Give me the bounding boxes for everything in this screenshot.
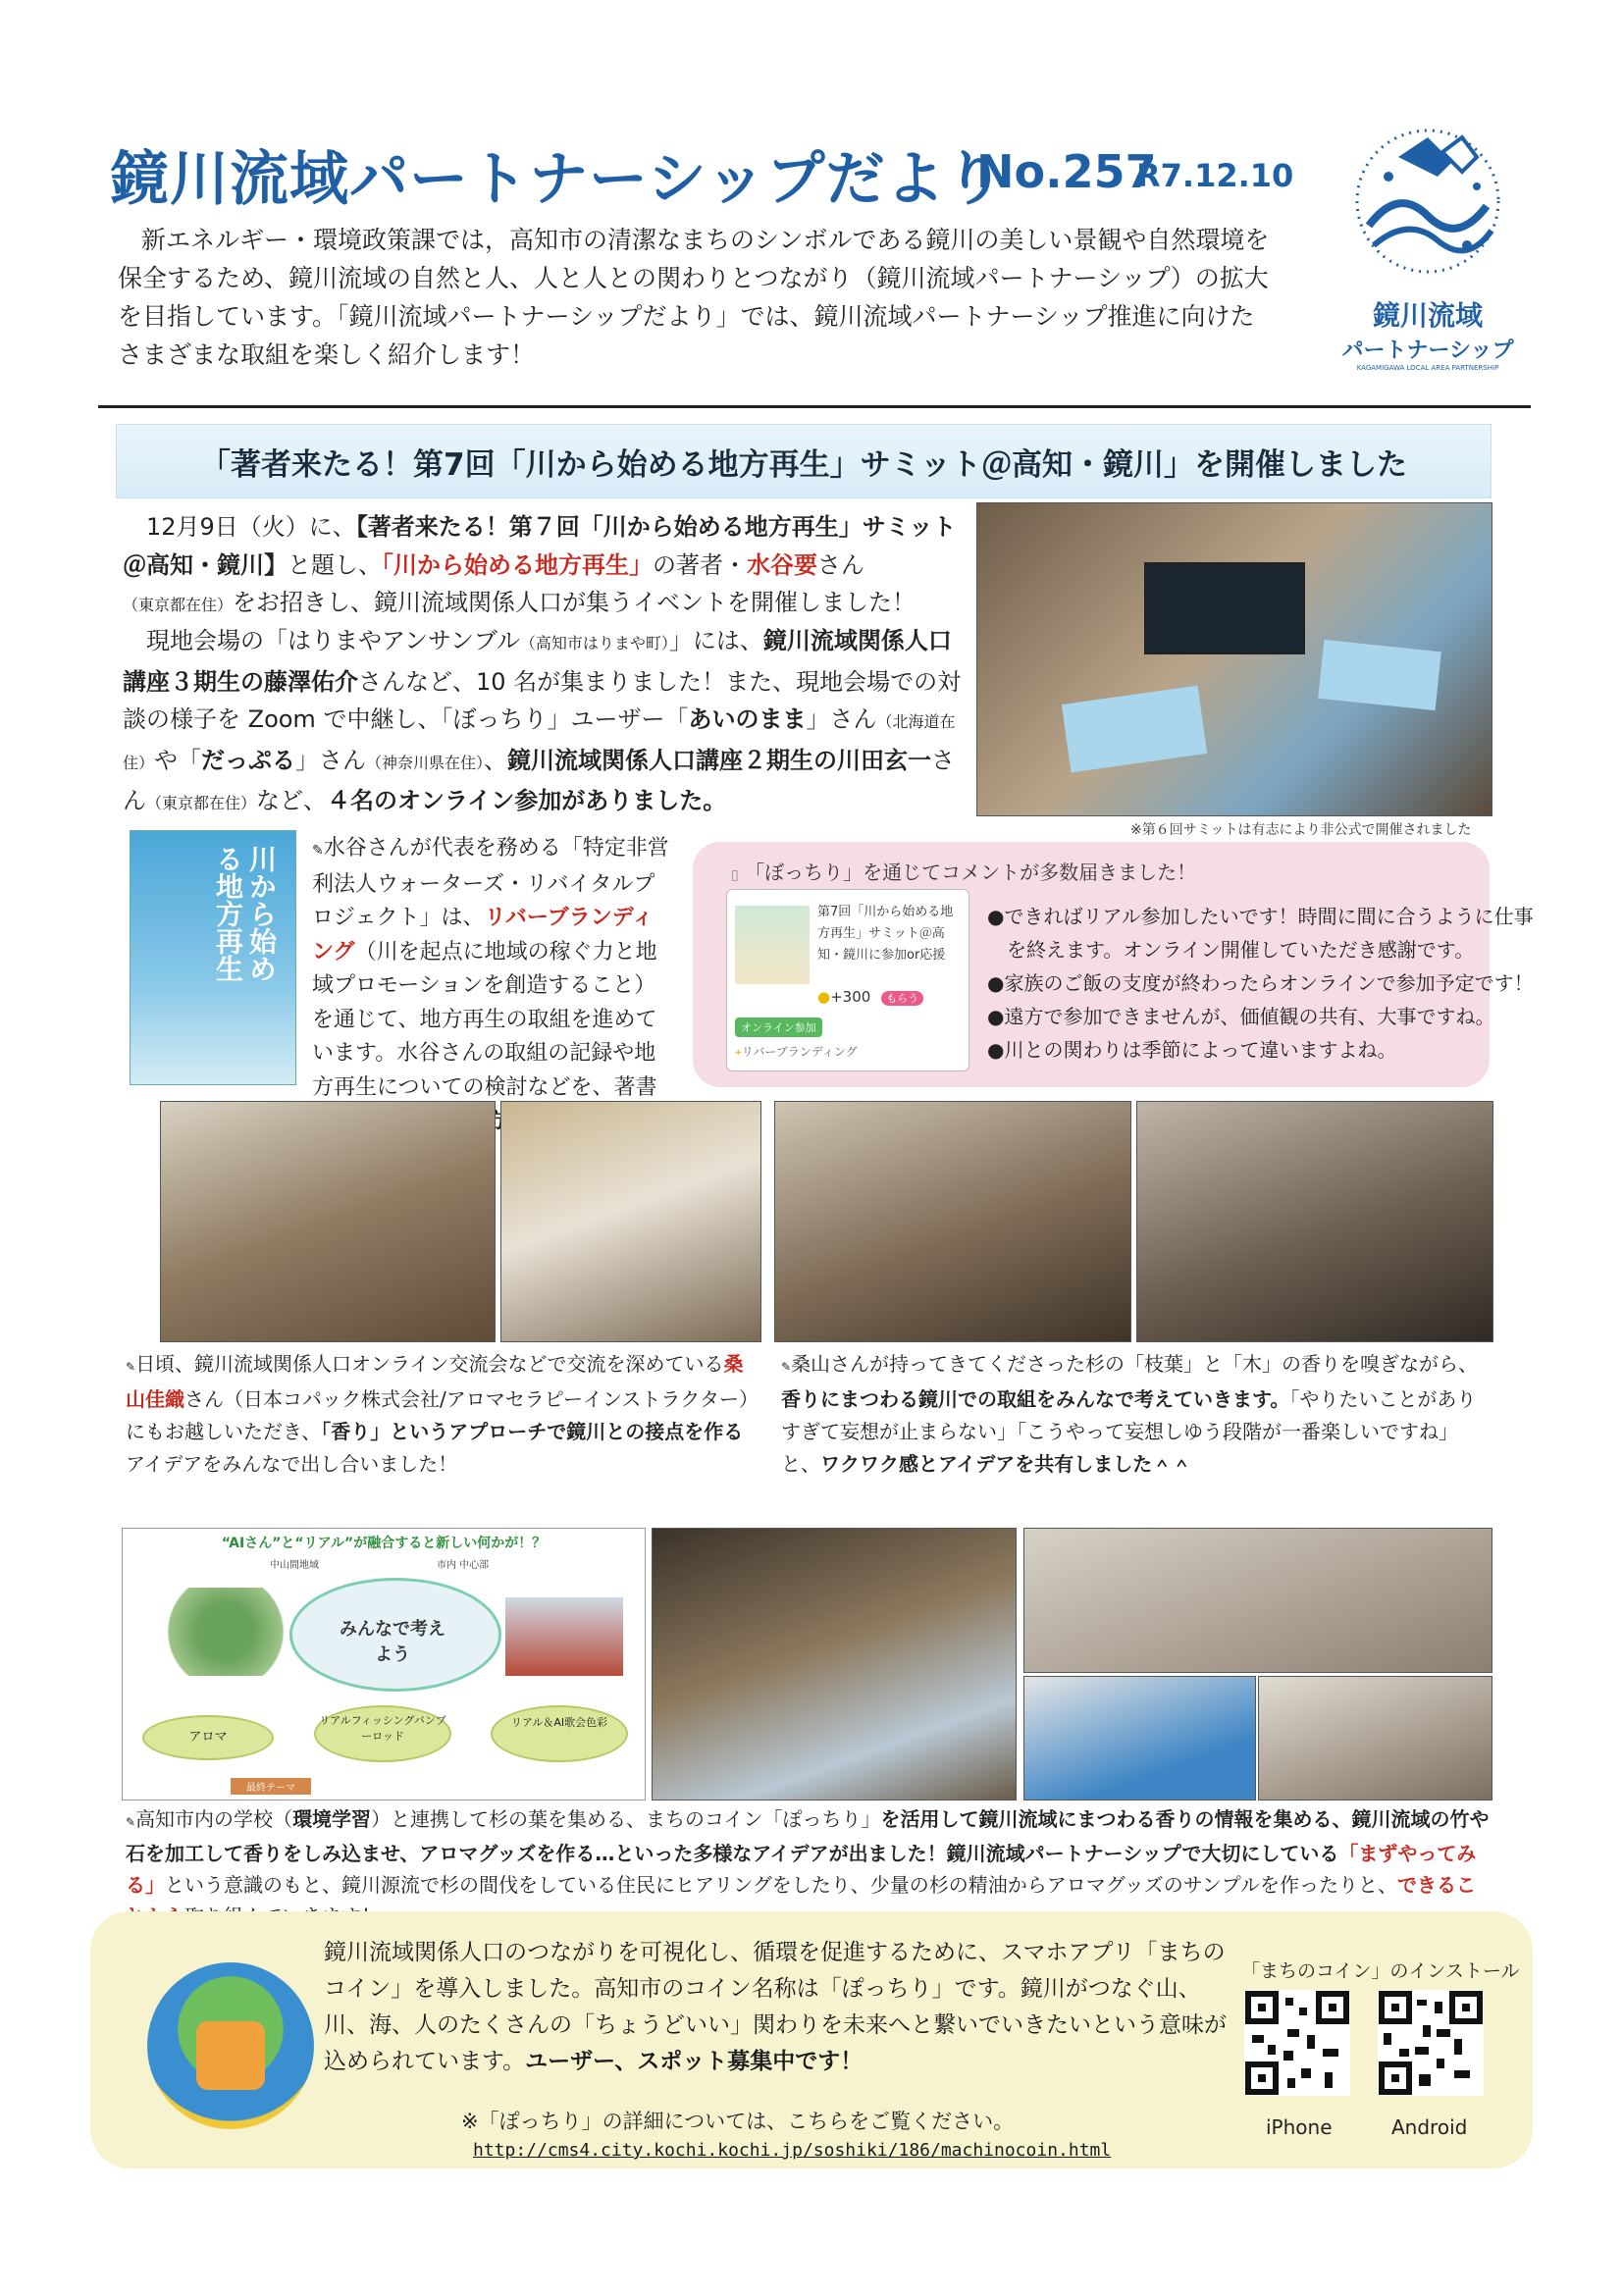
bulb-icon: ✎ [312,843,324,859]
card-title: 第7回「川から始める地方再生」サミット＠高知・鏡川に参加or応援 [817,905,954,963]
article-paragraph-1 [123,508,969,625]
p2-text: 、 [484,746,508,774]
android-label: Android [1391,2115,1468,2139]
card-points [817,988,923,1006]
logo-text-line2: パートナーシップ [1341,339,1514,363]
caption-right [781,1348,1493,1481]
p1-text: さん [817,550,864,579]
event-photo-5 [652,1528,1017,1800]
group-photo [976,502,1492,816]
banner-flag-icon [1062,686,1207,773]
comment-item: ●できればリアル参加したいです！時間に間に合うように仕事 [987,905,1534,928]
card-tag: オンライン参加 [735,1018,822,1037]
coin-text: 鏡川流域関係人口のつながりを可視化し、循環を促進するために、スマホアプリ「まちのコイン」を導入しました。高知市のコイン名称は「ぽっちり」です。鏡川がつなぐ山、川、海、人のたくさんの「ちょうどいい」関わりを未来へと繋いでいきたいという意味が込められています。 [324,1940,1227,2074]
iphone-label: iPhone [1266,2115,1333,2139]
slide-left-label: 中山間地域 [270,1560,319,1571]
card-badge: もらう [881,991,923,1006]
comments-heading-text: 「ぼっちり」を通じてコメントが多数届きました！ [745,861,1197,884]
slide-option-fishing: リアルフィッシングバンブーロッド [314,1705,451,1762]
zoom-photo-2 [1023,1676,1256,1800]
coin-note: ※「ぽっちり」の詳細については、こちらをご覧ください。 [461,2110,1015,2133]
p2-note: （北海道在住） [123,712,956,772]
caption-text: という意識のもと、鏡川源流で杉の間伐をしている住民にヒアリングをしたり、少量の杉の精油からアロマグッズのサンプルを作ったりと、 [165,1873,1397,1897]
caption-text: アイデアをみんなで出し合いました！ [126,1452,458,1476]
card-image [735,906,810,984]
logo-text-line1: 鏡川流域 [1372,299,1483,332]
caption-bold: ワクワク感とアイデアを共有しました＾＾ [820,1452,1192,1476]
p1-note: （東京都在住） [123,596,234,614]
zoom-photo-1 [1023,1528,1492,1673]
book-cover-title: 川から始める地方再生 [212,845,278,982]
event-photo-4 [1136,1101,1493,1342]
book-text: 水谷さんが代表を務める「特定非営利法人ウォーターズ・リバイタルプロジェクト」は、 [312,836,669,930]
phone-icon: ▯ [731,867,739,883]
app-card [726,889,969,1071]
p1-text: と題し、 [288,550,382,579]
pen-icon: ✎ [126,1815,136,1829]
photo-caption: ※第６回サミットは有志により非公式で開催されました [1130,822,1472,838]
caption-red: 「まずやってみる」 [126,1842,1477,1897]
coin-icon: ● [817,988,831,1006]
qr-code-iphone[interactable] [1244,1990,1350,2096]
banner-flag-icon [1318,640,1441,710]
zoom-photo-3 [1258,1676,1492,1800]
caption-bold: 環境学習 [292,1807,372,1831]
coin-description [324,1935,1231,2080]
p2-text: など、 [256,787,328,814]
p1-text: をお招きし、鏡川流域関係人口が集うイベントを開催しました！ [233,589,916,616]
header-divider [98,405,1531,408]
slide-option-aroma: アロマ [142,1715,274,1760]
issue-date: R7.12.10 [1136,157,1294,194]
p1-text: の著者・ [653,550,747,579]
caption-text: 高知市内の学校（ [135,1807,293,1831]
qr-icon [1244,1990,1350,2096]
p2-note: （東京都在住） [146,794,257,812]
qr-icon [1378,1990,1484,2096]
p2-text: 」さん [295,746,367,774]
book-name: 「川から始める地方再生」 [382,550,653,579]
river-branding: リバーブランディング [312,906,654,965]
issue-number: No.257 [976,145,1157,198]
author-name: 水谷要 [747,550,817,579]
card-location [735,1043,858,1060]
pen-icon: ✎ [126,1360,136,1374]
guest-name: 桑山佳織 [126,1352,744,1411]
article-paragraph-2 [123,622,969,823]
p2-bold: 鏡川流域関係人口講座３期生の藤澤佑介 [123,627,952,696]
comment-item: ●家族のご飯の支度が終わったらオンラインで参加予定です！ [987,971,1534,995]
install-label: 「まちのコイン」のインストール [1241,1960,1520,1982]
p2-bold: だっぷる [201,746,296,774]
town-photo-icon [505,1597,623,1676]
mascot-icon [147,1962,314,2129]
screen-icon [1144,562,1305,654]
slide-center-text: みんなで考えよう [340,1619,445,1665]
slide-bottom-label: 最終テーマ [231,1778,311,1795]
qr-code-android[interactable] [1378,1990,1484,2096]
p2-bold: ４名のオンライン参加がありました。 [327,787,727,814]
caption-text: 日頃、鏡川流域関係人口オンライン交流会などで交流を深めている [135,1352,724,1376]
book-text: （川を起点に地域の稼ぐ力と地域プロモーションを創造すること）を通じて、地方再生の取組を進めています。水谷さんの取組の記録や地方再生についての検討などを、著書 [312,939,657,1100]
caption-text: さん（日本コパック株式会社/アロマセラピーインストラクター）にもお越しいただき、 [126,1387,749,1443]
p2-text: 」さん [806,705,877,733]
p2-text: さん [123,746,956,814]
p2-note: （高知市はりまや町） [519,634,669,652]
location-pin-icon: ⌖ [735,1045,742,1059]
p2-text: さんなど、10 名が集まりました！また、現地会場での対談の様子を Zoom で中継し、「ぼっちり」ユーザー「 [123,667,962,733]
p2-text: 」には、 [668,627,763,654]
coin-url-link[interactable]: http://cms4.city.kochi.kochi.jp/soshiki/186/machinocoin.html [473,2140,1112,2161]
river-logo-icon [1330,118,1526,285]
p2-text: や「 [154,746,202,774]
caption-bold: を活用して鏡川流域にまつわる香りの情報を集める、 [880,1807,1352,1831]
trees-illustration-icon [142,1588,309,1676]
newsletter-title: 鏡川流域パートナーシップだより [110,145,1006,214]
comments-list [987,900,1534,1067]
event-photo-3 [774,1101,1131,1342]
card-points-value: +300 [830,988,871,1006]
article-heading-text: 「著者来たる！第7回「川から始める地方再生」サミット＠高知・鏡川」を開催しました [200,446,1407,483]
caption-bold: 香りにまつわる鏡川での取組をみんなで考えていきます。 [781,1387,1290,1411]
comment-item: ●川との関わりは季節によって違いますよね。 [987,1038,1397,1062]
p2-bold: 鏡川流域関係人口講座２期生の川田玄一 [507,746,932,774]
caption-text: 桑山さんが持ってきてくださった杉の「枝葉」と「木」の香りを嗅ぎながら、 [791,1352,1479,1376]
caption-text: 「やりたいことがありすぎて妄想が止まらない」「こうやって妄想しゆう段階が一番楽しいですね」と、 [781,1387,1477,1476]
coin-recruit: ユーザー、スポット募集中です！ [525,2049,864,2074]
slide-right-label: 市内 中心部 [437,1560,490,1571]
comment-item: ●遠方で参加できませんが、価値観の共有、大事ですね。 [987,1005,1495,1028]
intro-paragraph: 新エネルギー・環境政策課では，高知市の清潔なまちのシンボルである鏡川の美しい景観や自然環境を保全するため、鏡川流域の自然と人、人と人との関わりとつながり（鏡川流域パートナーシップ）の拡大を目指しています。「鏡川流域パートナーシップだより」では、鏡川流域パートナーシップ推進に向けたさまざまな取組を楽しく紹介します！ [118,226,1270,369]
p1-text: 12月9日（火）に、 [146,513,356,541]
book-cover [130,830,296,1085]
event-photo-2 [500,1101,761,1342]
p2-text: 現地会場の「はりまやアンサンブル [146,627,520,654]
pen-icon: ✎ [781,1360,792,1374]
card-location-text: リバーブランディング [741,1045,858,1059]
p2-bold: あいのまま [688,705,807,733]
caption-text: ）と連携して杉の葉を集める、まちのコイン「ぽっちり」 [371,1807,881,1831]
slide-option-ai: リアル＆AI歌会色彩 [491,1705,628,1762]
event-name: 【著者来たる！第７回「川から始める地方再生」サミット＠高知・鏡川】 [123,513,957,579]
logo-text-en: KAGAMIGAWA LOCAL AREA PARTNERSHIP [1356,364,1499,372]
caption-red: できるこ [1397,1873,1476,1897]
caption-bold: 「香り」というアプローチで鏡川との接点を作る [321,1420,744,1443]
event-photo-1 [160,1101,496,1342]
article-heading [116,424,1492,498]
comment-item: を終えます。オンライン開催していただき感謝です。 [987,938,1475,962]
comments-heading [731,857,1196,885]
partnership-logo [1330,118,1526,392]
caption-left [126,1348,754,1481]
slide-title: “AIさん”と“リアル”が融合すると新しい何かが！？ [221,1536,547,1551]
idea-slide [122,1528,646,1800]
mascot-body-icon [196,2021,265,2090]
p2-note: （神奈川県在住） [366,753,485,772]
caption-bold: 鏡川流域の竹や石を加工して香りをしみ込ませ、アロマグッズを作る…といった多様なアイデアが出ました！鏡川流域パートナーシップで大切にしている [126,1807,1490,1865]
